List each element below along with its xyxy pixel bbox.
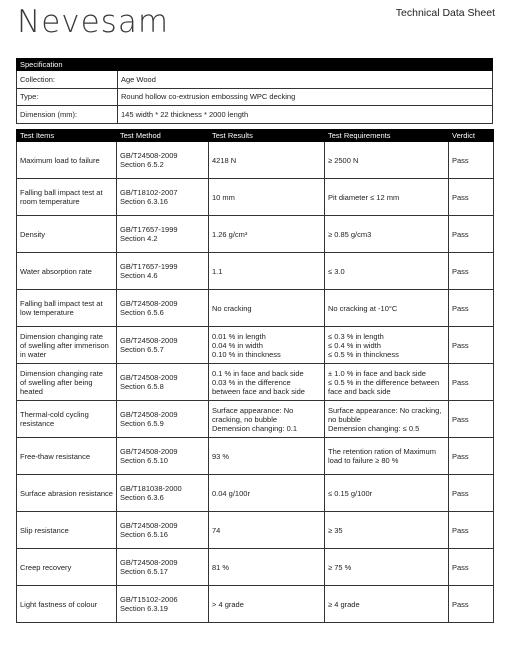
spec-label: Collection: bbox=[17, 71, 118, 89]
table-row bbox=[17, 475, 494, 512]
test-requirement: Pit diameter ≤ 12 mm bbox=[325, 179, 449, 216]
test-method: GB/T24508-2009 Section 6.5.7 bbox=[117, 327, 209, 364]
test-result: 0.1 % in face and back side 0.03 % in the difference between face and back side bbox=[209, 364, 325, 401]
verdict: Pass bbox=[449, 142, 494, 179]
spec-row-type bbox=[17, 88, 493, 106]
test-item: Density bbox=[17, 216, 117, 253]
test-requirement: ≥ 2500 N bbox=[325, 142, 449, 179]
brand-logo: Nevesam bbox=[17, 4, 170, 40]
test-item: Falling ball impact test at room temperature bbox=[17, 179, 117, 216]
test-requirement: ≥ 0.85 g/cm3 bbox=[325, 216, 449, 253]
verdict: Pass bbox=[449, 290, 494, 327]
column-header-test-results: Test Results bbox=[209, 130, 325, 142]
test-rows bbox=[17, 142, 494, 623]
table-row bbox=[17, 290, 494, 327]
column-header-test-items: Test Items bbox=[17, 130, 117, 142]
spec-label: Dimension (mm): bbox=[17, 106, 118, 124]
test-item: Water absorption rate bbox=[17, 253, 117, 290]
test-item: Dimension changing rate of swelling after immerison in water bbox=[17, 327, 117, 364]
column-header-verdict: Verdict bbox=[449, 130, 494, 142]
table-row bbox=[17, 216, 494, 253]
verdict: Pass bbox=[449, 216, 494, 253]
test-result: 4218 N bbox=[209, 142, 325, 179]
table-row bbox=[17, 586, 494, 623]
test-requirement: Surface appearance: No cracking, no bubble Demension changing: ≤ 0.5 bbox=[325, 401, 449, 438]
table-row bbox=[17, 512, 494, 549]
test-method: GB/T24508-2009 Section 6.5.6 bbox=[117, 290, 209, 327]
test-method: GB/T24508-2009 Section 6.5.2 bbox=[117, 142, 209, 179]
verdict: Pass bbox=[449, 438, 494, 475]
test-requirement: ≥ 4 grade bbox=[325, 586, 449, 623]
verdict: Pass bbox=[449, 179, 494, 216]
test-item: Free-thaw resistance bbox=[17, 438, 117, 475]
test-requirement: ± 1.0 % in face and back side ≤ 0.5 % in the difference between face and back side bbox=[325, 364, 449, 401]
verdict: Pass bbox=[449, 327, 494, 364]
test-result: 81 % bbox=[209, 549, 325, 586]
specification-table bbox=[16, 58, 493, 124]
test-item: Dimension changing rate of swelling after being heated bbox=[17, 364, 117, 401]
spec-value: Age Wood bbox=[118, 71, 493, 89]
test-item: Falling ball impact test at low temperature bbox=[17, 290, 117, 327]
spec-row-collection bbox=[17, 71, 493, 89]
verdict: Pass bbox=[449, 253, 494, 290]
test-requirement: No cracking at -10°C bbox=[325, 290, 449, 327]
table-row bbox=[17, 327, 494, 364]
test-result: No cracking bbox=[209, 290, 325, 327]
verdict: Pass bbox=[449, 586, 494, 623]
test-result: 0.04 g/100r bbox=[209, 475, 325, 512]
test-requirement: ≤ 0.15 g/100r bbox=[325, 475, 449, 512]
spec-value: 145 width * 22 thickness * 2000 length bbox=[118, 106, 493, 124]
test-method: GB/T24508-2009 Section 6.5.17 bbox=[117, 549, 209, 586]
specification-heading: Specification bbox=[17, 59, 493, 71]
test-method: GB/T18102-2007 Section 6.3.16 bbox=[117, 179, 209, 216]
test-result: > 4 grade bbox=[209, 586, 325, 623]
verdict: Pass bbox=[449, 401, 494, 438]
test-result: Surface appearance: No cracking, no bubble Demension changing: 0.1 bbox=[209, 401, 325, 438]
test-requirement: The retention ration of Maximum load to failure ≥ 80 % bbox=[325, 438, 449, 475]
table-row bbox=[17, 142, 494, 179]
test-result: 74 bbox=[209, 512, 325, 549]
test-method: GB/T24508-2009 Section 6.5.8 bbox=[117, 364, 209, 401]
test-item: Surface abrasion resistance bbox=[17, 475, 117, 512]
test-result: 93 % bbox=[209, 438, 325, 475]
test-item: Slip resistance bbox=[17, 512, 117, 549]
test-method: GB/T24508-2009 Section 6.5.10 bbox=[117, 438, 209, 475]
test-method: GB/T181038-2000 Section 6.3.6 bbox=[117, 475, 209, 512]
table-row bbox=[17, 253, 494, 290]
verdict: Pass bbox=[449, 512, 494, 549]
test-requirement: ≥ 75 % bbox=[325, 549, 449, 586]
spec-value: Round hollow co-extrusion embossing WPC decking bbox=[118, 88, 493, 106]
test-method: GB/T17657-1999 Section 4.2 bbox=[117, 216, 209, 253]
column-header-test-requirements: Test Requirements bbox=[325, 130, 449, 142]
document-title: Technical Data Sheet bbox=[395, 7, 495, 19]
table-row bbox=[17, 438, 494, 475]
test-item: Thermal-cold cycling resistance bbox=[17, 401, 117, 438]
test-result: 1.26 g/cm³ bbox=[209, 216, 325, 253]
table-row bbox=[17, 179, 494, 216]
test-item: Light fastness of colour bbox=[17, 586, 117, 623]
test-result: 0.01 % in length 0.04 % in width 0.10 % in thinckness bbox=[209, 327, 325, 364]
verdict: Pass bbox=[449, 364, 494, 401]
test-method: GB/T24508-2009 Section 6.5.16 bbox=[117, 512, 209, 549]
verdict: Pass bbox=[449, 475, 494, 512]
test-item: Maximum load to failure bbox=[17, 142, 117, 179]
verdict: Pass bbox=[449, 549, 494, 586]
test-result: 10 mm bbox=[209, 179, 325, 216]
table-row bbox=[17, 549, 494, 586]
table-row bbox=[17, 401, 494, 438]
spec-row-dimension bbox=[17, 106, 493, 124]
spec-label: Type: bbox=[17, 88, 118, 106]
test-method: GB/T15102-2006 Section 6.3.19 bbox=[117, 586, 209, 623]
table-header-row bbox=[17, 130, 494, 142]
test-requirement: ≤ 3.0 bbox=[325, 253, 449, 290]
test-result: 1.1 bbox=[209, 253, 325, 290]
column-header-test-method: Test Method bbox=[117, 130, 209, 142]
test-method: GB/T24508-2009 Section 6.5.9 bbox=[117, 401, 209, 438]
test-method: GB/T17657-1999 Section 4.6 bbox=[117, 253, 209, 290]
test-item: Creep recovery bbox=[17, 549, 117, 586]
test-requirement: ≥ 35 bbox=[325, 512, 449, 549]
test-results-table bbox=[16, 129, 494, 623]
test-requirement: ≤ 0.3 % in length ≤ 0.4 % in width ≤ 0.5 % in thinckness bbox=[325, 327, 449, 364]
table-row bbox=[17, 364, 494, 401]
